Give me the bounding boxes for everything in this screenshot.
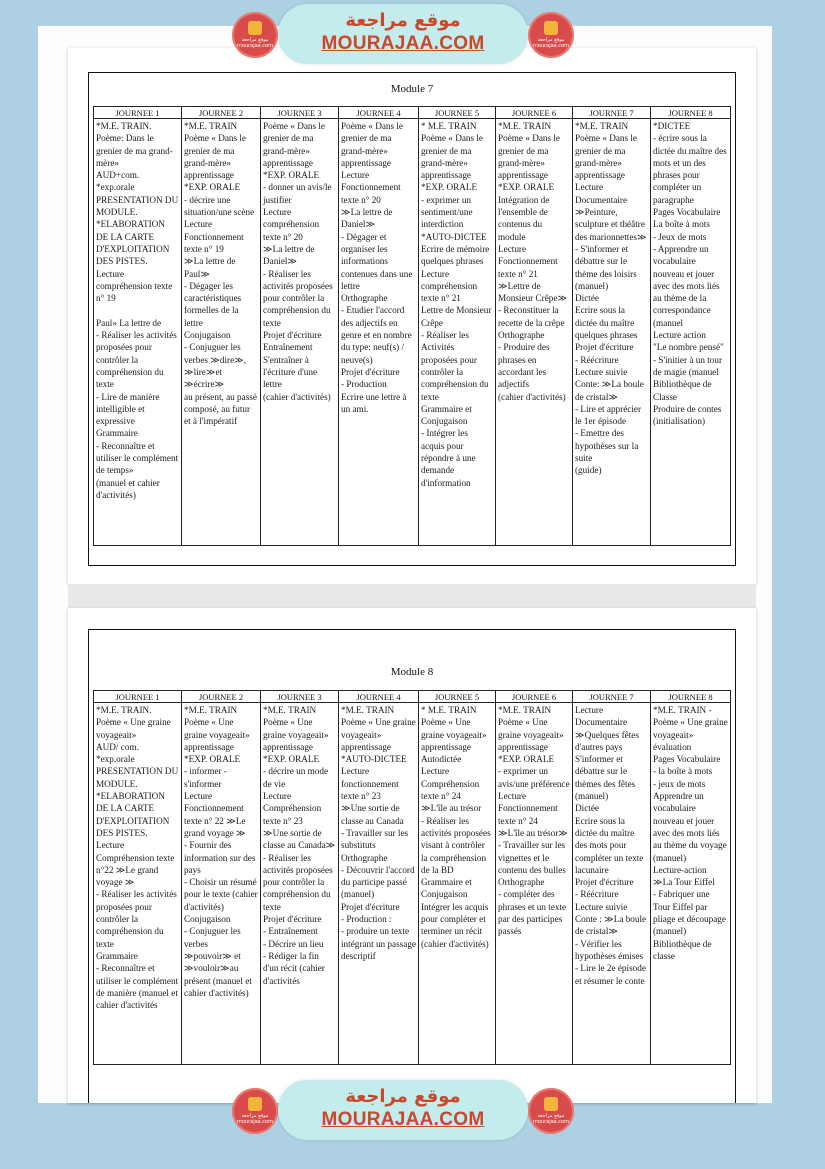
day-cell: * M.E. TRAIN Poème « Une graine voyageait» apprentissage Autodictée Lecture Compréhension texte n° 24 ≫L'île au trésor - Réaliser les activités proposées visant à contrôler la compréhension de la BD Grammaire et Conjugaison Intégrer les acquis pour compléter et terminer un récit (cahier d'activités) [419, 703, 496, 1065]
day-header: JOURNEE 1 [94, 107, 182, 119]
logo-arabic-text: موقع مراجعة [537, 37, 565, 43]
site-link[interactable] [278, 4, 528, 64]
site-url[interactable]: MOURAJAA.COM [321, 33, 485, 54]
day-header: JOURNEE 2 [182, 691, 261, 703]
day-header: JOURNEE 6 [496, 107, 573, 119]
day-cell: * M.E. TRAIN Poème « Dans le grenier de ma grand-mère» apprentissage *EXP. ORALE - exprimer un sentiment/une interdiction *AUTO-DICTEE Ecrire de mémoire quelques phrases Lecture compréhension texte n° 21 Lettre de Monsieur Crêpe - Réaliser les Activités proposées pour contrôler la compréhension du texte Grammaire et Conjugaison - Intégrer les acquis pour répondre à une demande d'information [419, 119, 496, 546]
day-header: JOURNEE 7 [573, 691, 651, 703]
site-name-arabic: موقع مراجعة [345, 10, 461, 31]
day-cell: Lecture Documentaire ≫Quelques fêtes d'autres pays S'informer et débattre sur le thèmes des fêtes (manuel) Dictée Ecrire sous la dictée du maître des mots pour compléter un texte lacunaire Projet d'écriture - Réécriture Lecture suivie Conte : ≫La boule de cristal≫ - Vérifier les hypothèses émises - Lire le 2e épisode et résumer le conte [573, 703, 651, 1065]
table-header-row [94, 107, 731, 119]
page-gap [68, 584, 756, 608]
site-logo[interactable] [232, 12, 278, 58]
table-header-row [94, 691, 731, 703]
day-header: JOURNEE 2 [182, 107, 261, 119]
day-cell: *M.E. TRAIN Poème « Une graine voyageait» apprentissage *AUTO-DICTEE Lecture fonctionnement texte n° 23 ≫Une sortie de classe au Canada - Travailler sur les substituts Orthographe - Découvrir l'accord du participe passé (manuel) Projet d'écriture - Production : - produire un texte intégrant un passage descriptif [339, 703, 419, 1065]
logo-mark-icon [248, 1097, 262, 1111]
day-header: JOURNEE 5 [419, 107, 496, 119]
logo-latin-text: mourajaa.com [236, 1119, 273, 1125]
site-logo[interactable] [232, 1088, 278, 1134]
day-header: JOURNEE 4 [339, 691, 419, 703]
module-8-title: Module 8 [390, 666, 434, 678]
day-cell: *M.E. TRAIN - Poème « Une graine voyageait» évaluation Pages Vocabulaire - la boîte à mots - jeux de mots Apprendre un vocabulaire nouveau et jouer avec des mots liés au thème du voyage (manuel) Lecture-action ≫La Tour Eiffel - Fabriquer une Tour Eiffel par pliage et découpage (manuel) Bibliothèque de classe [651, 703, 731, 1065]
site-name-arabic: موقع مراجعة [345, 1086, 461, 1107]
logo-mark-icon [544, 21, 558, 35]
table-row [94, 703, 731, 1065]
site-banner-bottom [0, 1080, 825, 1140]
site-link[interactable] [278, 1080, 528, 1140]
day-header: JOURNEE 3 [261, 107, 339, 119]
day-cell: *M.E. TRAIN. Poème: Dans le grenier de ma grand-mère» AUD+com. *exp.orale PRESENTATION DU MODULE. *ELABORATION DE LA CARTE D'EXPLOITATION DES PISTES. Lecture compréhension texte n° 19 Paul» La lettre de - Réaliser les activités proposées pour contrôler la compréhension du texte - Lire de manière intelligible et expressive Grammaire - Reconnaître et utiliser le complément de temps» (manuel et cahier d'activités) [94, 119, 182, 546]
day-cell: *DICTEE - écrire sous la dictée du maître des mots et un des phrases pour compléter un paragraphe Pages Vocabulaire La boîte à mots - Jeux de mots - Apprendre un vocabulaire nouveau et jouer avec des mots liés au thème de la correspondance (manuel Lecture action "Le nombre pensé" - S'initier à un tour de magie (manuel Bibliothèque de Classe Produire de contes (initialisation) [651, 119, 731, 546]
logo-latin-text: mourajaa.com [236, 43, 273, 49]
module-7-title: Module 7 [390, 83, 434, 95]
day-header: JOURNEE 7 [573, 107, 651, 119]
day-cell: *M.E. TRAIN Poème « Une graine voyageait» apprentissage *EXP. ORALE - exprimer un avis/une préférence Lecture Fonctionnement texte n° 24 ≫L'île au trésor≫ - Travailler sur les vignettes et le contenu des bulles Orthographe - compléter des phrases et un texte par des participes passés [496, 703, 573, 1065]
site-logo[interactable] [528, 12, 574, 58]
day-cell: *M.E. TRAIN Poème « Dans le grenier de ma grand-mère» apprentissage *EXP. ORALE Intégration de l'ensemble de contenus du module Lecture Fonctionnement texte n° 21 ≫Lettre de Monsieur Crêpe≫ - Reconstituer la recette de la crêpe Orthographe - Produire des phrases en accordant les adjectifs (cahier d'activités) [496, 119, 573, 546]
page-frame [88, 72, 736, 566]
day-cell: Poème « Dans le grenier de ma grand-mère» apprentissage Lecture Fonctionnement texte n° 20 ≫La lettre de Daniel≫ - Dégager et organiser les informations contenues dans une lettre Orthographe - Etudier l'accord des adjectifs en genre et en nombre du type: neuf(s) / neuve(s) Projet d'écriture - Production Ecrire une lettre à un ami. [339, 119, 419, 546]
day-cell: *M.E. TRAIN Poème « Dans le grenier de ma grand-mère» apprentissage *EXP. ORALE - décrire une situation/une scène Lecture Fonctionnement texte n° 19 ≫La lettre de Paul≫ - Dégager les caractéristiques formelles de la lettre Conjugaison - Conjuguer les verbes ≫dire≫, ≫lire≫et ≫écrire≫ au présent, au passé composé, au futur et à l'impératif [182, 119, 261, 546]
module-7-table [93, 106, 731, 546]
logo-latin-text: mourajaa.com [532, 43, 569, 49]
logo-mark-icon [248, 21, 262, 35]
day-header: JOURNEE 5 [419, 691, 496, 703]
day-cell: *M.E. TRAIN. Poème « Une graine voyageait» AUD/ com. *exp.orale PRESENTATION DU MODULE. *ELABORATION DE LA CARTE D'EXPLOITATION DES PISTES. Lecture Compréhension texte n°22 ≫Le grand voyage ≫ - Réaliser les activités proposées pour contrôler la compréhension du texte Grammaire - Reconnaître et utiliser le complément de manière (manuel et cahier d'activités [94, 703, 182, 1065]
day-header: JOURNEE 8 [651, 107, 731, 119]
logo-arabic-text: موقع مراجعة [537, 1113, 565, 1119]
site-banner-top [0, 4, 825, 64]
logo-mark-icon [544, 1097, 558, 1111]
day-cell: *M.E. TRAIN Poème « Une graine voyageait» apprentissage *EXP. ORALE - informer - s'informer Lecture Fonctionnement texte n° 22 ≫Le grand voyage ≫ - Fournir des information sur des pays - Choisir un résumé pour le texte (cahier d'activités) Conjugaison - Conjuguer les verbes ≫pouvoir≫ et ≫vouloir≫au présent (manuel et cahier d'activités) [182, 703, 261, 1065]
day-cell: Poème « Dans le grenier de ma grand-mère» apprentissage *EXP. ORALE - donner un avis/le justifier Lecture compréhension texte n° 20 ≫La lettre de Daniel≫ - Réaliser les activités proposées pour contrôler la compréhension du texte Projet d'écriture Entraînement S'entraîner à l'écriture d'une lettre (cahier d'activités) [261, 119, 339, 546]
page-frame [88, 629, 736, 1103]
day-header: JOURNEE 8 [651, 691, 731, 703]
document-page-2 [68, 608, 756, 1103]
logo-arabic-text: موقع مراجعة [241, 1113, 269, 1119]
day-header: JOURNEE 4 [339, 107, 419, 119]
site-logo[interactable] [528, 1088, 574, 1134]
logo-latin-text: mourajaa.com [532, 1119, 569, 1125]
module-8-table [93, 690, 731, 1065]
site-url[interactable]: MOURAJAA.COM [321, 1109, 485, 1130]
day-header: JOURNEE 1 [94, 691, 182, 703]
day-header: JOURNEE 3 [261, 691, 339, 703]
document-page-1 [68, 48, 756, 584]
table-row [94, 119, 731, 546]
day-cell: *M.E. TRAIN Poème « Une graine voyageait» apprentissage *EXP. ORALE - décrire un mode de vie Lecture Compréhension texte n° 23 ≫Une sortie de classe au Canada≫ - Réaliser les activités proposées pour contrôler la compréhension du texte Projet d'écriture - Entraînement - Décrire un lieu - Rédiger la fin d'un récit (cahier d'activités [261, 703, 339, 1065]
logo-arabic-text: موقع مراجعة [241, 37, 269, 43]
day-cell: *M.E. TRAIN Poème « Dans le grenier de ma grand-mère» apprentissage Lecture Documentaire ≫Peinture, sculpture et théâtre des marionnettes≫ - S'informer et débattre sur le thème des loisirs (manuel) Dictée Ecrire sous la dictée du maître quelques phrases Projet d'écriture - Réécriture Lecture suivie Conte: ≫La boule de cristal≫ - Lire et apprécier le 1er épisode - Emettre des hypothèses sur la suite (guide) [573, 119, 651, 546]
day-header: JOURNEE 6 [496, 691, 573, 703]
